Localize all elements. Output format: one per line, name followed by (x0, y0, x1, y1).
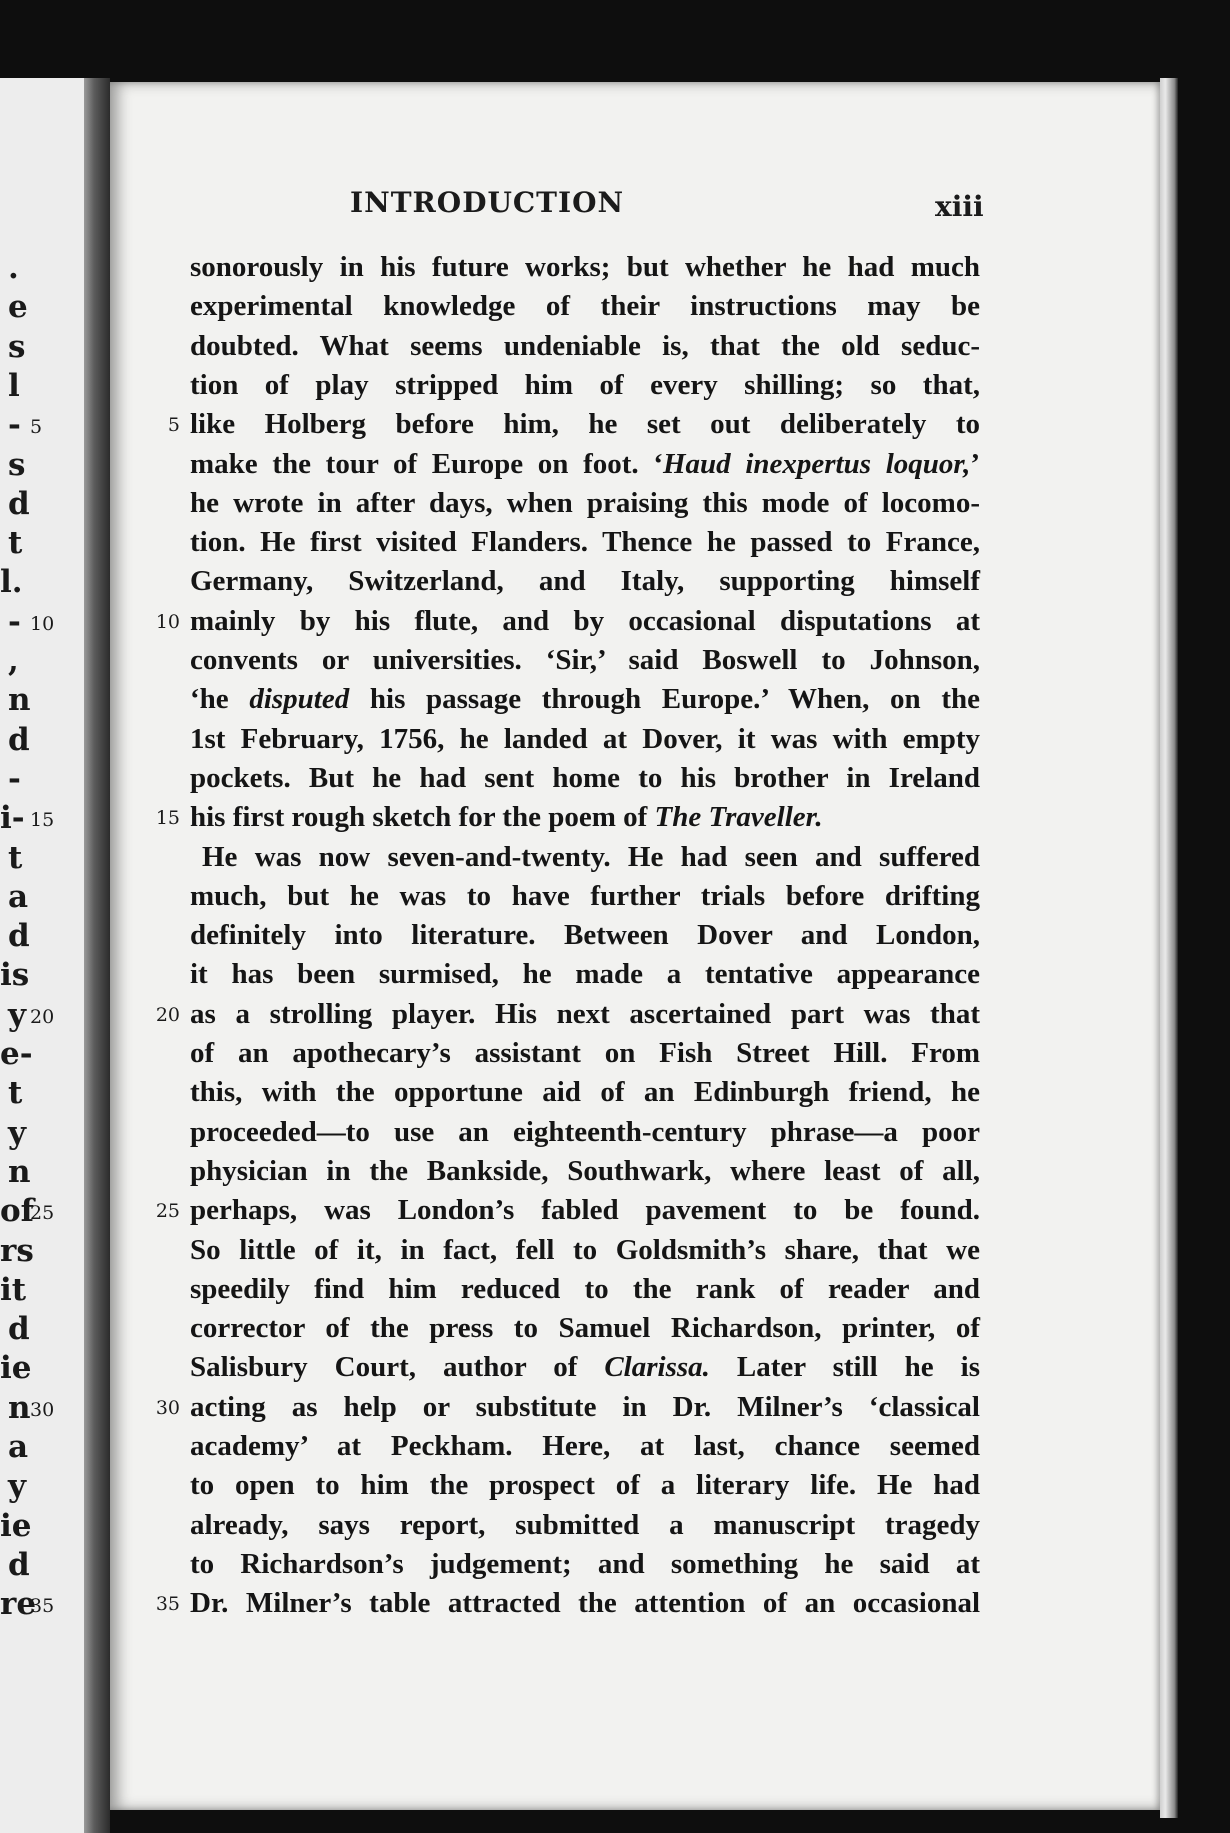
text-span: academy’ at Peckham. Here, at last, chance seemed (190, 1430, 980, 1462)
italic-text: The Traveller. (654, 801, 823, 834)
text-span: make the tour of Europe on foot. ‘ (190, 447, 663, 480)
text-line (190, 368, 980, 401)
text-line (190, 329, 980, 362)
text-span: to Richardson’s judgement; and something he said at (190, 1547, 980, 1580)
text-line (190, 292, 980, 321)
left-page-fragment-text: l. (0, 564, 23, 601)
text-span: proceeded—to use an eighteenth-century phrase—a poor (190, 1115, 980, 1148)
left-page-line-number: 35 (30, 1595, 55, 1618)
left-page-fragment-text: e- (0, 1036, 33, 1072)
left-page-fragment-text: re (0, 1586, 37, 1623)
text-span: ’ (970, 447, 980, 480)
line-number: 5 (167, 414, 180, 437)
left-page-fragment-text: is (0, 957, 30, 994)
left-page-fragment-text: d (8, 485, 30, 522)
italic-text: disputed (249, 683, 350, 716)
text-span: convents or universities. ‘Sir,’ said Boswell to Johnson, (190, 644, 980, 676)
text-line (190, 879, 980, 912)
left-page-line-number: 5 (30, 416, 43, 439)
text-span: pockets. But he had sent home to his brother in Ireland (190, 761, 980, 794)
left-page-fragment-text: a (8, 1429, 29, 1465)
text-line (190, 1154, 980, 1187)
left-page-fragment-text: e (8, 289, 28, 326)
text-line (190, 1272, 980, 1305)
line-number: 10 (155, 610, 180, 633)
left-page-fragment-text: n (8, 1153, 31, 1190)
book-gutter (84, 78, 110, 1833)
left-page-line-number: 25 (30, 1202, 55, 1225)
text-line (190, 1115, 980, 1148)
left-page-fragment-text: n (8, 682, 31, 719)
text-line (190, 1471, 980, 1500)
text-line (190, 447, 980, 480)
text-line (190, 1547, 980, 1580)
text-span: his first rough sketch for the poem of (190, 801, 655, 834)
text-line (190, 486, 980, 519)
italic-text: Haud inexpertus loquor, (662, 447, 971, 480)
left-page-fragment-text: ie (0, 1350, 32, 1387)
text-span: this, with the opportune aid of an Edinburgh friend, he (190, 1076, 980, 1109)
left-page-fragment-text: s (8, 446, 26, 483)
left-page-fragment-text: of (0, 1193, 35, 1230)
text-span: acting as help or substitute in Dr. Milner’s ‘classical (190, 1390, 980, 1423)
text-span: Germany, Switzerland, and Italy, supporting himself (190, 565, 980, 598)
left-page-fragment-text: - (8, 760, 21, 797)
text-span: speedily find him reduced to the rank of reader and (190, 1272, 980, 1305)
text-span: He was now seven-and-twenty. He had seen and suffered (202, 840, 980, 873)
left-page-fragment-text: d (8, 1311, 30, 1348)
italic-text: Clarissa. (604, 1351, 710, 1384)
page-number: xiii (935, 190, 984, 223)
text-span: experimental knowledge of their instructions may be (190, 290, 980, 323)
left-page-line-number: 30 (30, 1398, 55, 1421)
left-page-fragment-text: d (8, 721, 30, 758)
text-span: definitely into literature. Between Dover and London, (190, 919, 980, 952)
page-edge (1160, 78, 1178, 1818)
left-page-fragment-text: t (8, 1075, 23, 1112)
text-line (190, 761, 980, 794)
text-span: ‘he (190, 683, 250, 716)
left-page-fragment-text: i- (0, 800, 25, 837)
left-page-fragment-text: a (8, 878, 29, 915)
left-page-fragment-text: , (8, 643, 19, 679)
text-span: he wrote in after days, when praising this mode of locomo- (190, 486, 980, 519)
line-number: 30 (155, 1396, 180, 1419)
text-line (190, 604, 980, 637)
text-span: already, says report, submitted a manuscript tragedy (190, 1508, 980, 1541)
text-span: mainly by his flute, and by occasional disputations at (190, 604, 980, 637)
text-span: tion of play stripped him of every shilling; so that, (190, 368, 980, 401)
text-span: his passage through Europe.’ When, on the (349, 683, 980, 716)
text-line (190, 1589, 980, 1618)
text-span: corrector of the press to Samuel Richardson, printer, of (190, 1312, 980, 1345)
text-line (190, 410, 980, 439)
left-page-fragment-text: s (8, 328, 26, 365)
text-line (190, 567, 980, 596)
text-span: like Holberg before him, he set out deliberately to (190, 408, 980, 441)
left-page-fragment-text: n (8, 1389, 31, 1426)
text-span: Dr. Milner’s table attracted the attention of an occasional (190, 1587, 980, 1620)
text-span: sonorously in his future works; but whether he had much (190, 251, 980, 283)
text-line (190, 722, 980, 755)
left-page-fragment-text: y (8, 1468, 27, 1505)
running-title: INTRODUCTION (350, 186, 625, 219)
text-line (190, 1233, 980, 1266)
line-number: 15 (155, 807, 180, 830)
left-page-fragment-text: y (8, 996, 27, 1033)
left-page-fragment-text: rs (0, 1232, 34, 1269)
text-line (190, 1390, 980, 1423)
text-line (190, 1314, 980, 1343)
text-line (190, 1039, 980, 1068)
left-page-fragment-text: ie (0, 1507, 32, 1544)
text-line (190, 1432, 980, 1461)
text-span: So little of it, in fact, fell to Goldsmith’s share, that we (190, 1233, 980, 1266)
left-page-fragment-text: t (8, 839, 23, 876)
left-page-line-number: 20 (30, 1005, 55, 1028)
text-span: tion. He first visited Flanders. Thence he passed to France, (190, 526, 980, 559)
text-span: perhaps, was London’s fabled pavement to be found. (190, 1194, 980, 1227)
text-span: much, but he was to have further trials before drifting (190, 879, 980, 912)
line-number: 25 (155, 1200, 180, 1223)
text-span: of an apothecary’s assistant on Fish Street Hill. From (190, 1037, 980, 1069)
text-span: physician in the Bankside, Southwark, where least of all, (190, 1154, 980, 1187)
left-page-fragment-text: t (8, 525, 23, 562)
text-line (190, 803, 980, 832)
left-page-fragment-text: . (8, 250, 19, 286)
text-line (190, 528, 980, 557)
text-span: to open to him the prospect of a literary life. He had (190, 1469, 980, 1502)
text-line (190, 1508, 980, 1541)
left-page-line-number: 10 (30, 612, 55, 635)
left-page-fragment-text: d (8, 1546, 30, 1583)
left-page-fragment-text: d (8, 918, 30, 955)
text-line (190, 1196, 980, 1225)
text-line (190, 960, 980, 989)
left-page-line-number: 15 (30, 809, 55, 832)
text-line (190, 1353, 980, 1382)
text-span: Later still he is (709, 1351, 980, 1384)
text-span: doubted. What seems undeniable is, that the old seduc- (190, 329, 980, 362)
left-page-fragment-text: l (8, 367, 20, 404)
text-span: it has been surmised, he made a tentative appearance (190, 958, 980, 991)
text-line (190, 253, 980, 282)
text-line (190, 685, 980, 714)
text-line (190, 1078, 980, 1107)
line-number: 35 (155, 1593, 180, 1616)
left-page-fragment-text: y (8, 1114, 27, 1151)
left-page-fragment-text: it (0, 1271, 27, 1308)
left-page-fragment-text: - (8, 603, 21, 640)
text-span: Salisbury Court, author of (190, 1351, 605, 1384)
text-line (202, 840, 980, 873)
text-line (190, 921, 980, 950)
text-line (190, 997, 980, 1030)
text-span: as a strolling player. His next ascertained part was that (190, 997, 980, 1030)
text-line (190, 646, 980, 675)
text-span: 1st February, 1756, he landed at Dover, it was with empty (190, 722, 980, 755)
line-number: 20 (155, 1003, 180, 1026)
left-page-fragment-text: - (8, 407, 21, 444)
